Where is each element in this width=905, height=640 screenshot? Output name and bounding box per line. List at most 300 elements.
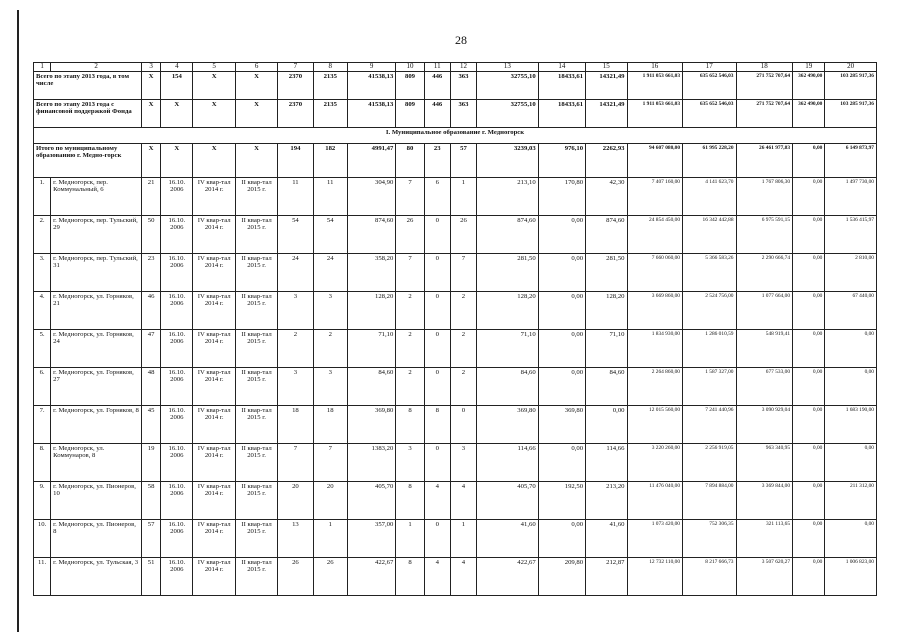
cell-c16: 1 911 053 661,03 xyxy=(627,99,683,127)
relocation-start: IV квар-тал 2014 г. xyxy=(193,329,235,367)
section-title: I. Муниципальное образование г. Медногорск xyxy=(34,127,877,143)
column-number: 5 xyxy=(193,63,235,72)
column-number: 13 xyxy=(477,63,539,72)
relocation-start: IV квар-тал 2014 г. xyxy=(193,291,235,329)
cell-c7: 3 xyxy=(278,291,313,329)
house-address: г. Медногорск, пер. Коммунальный, 6 xyxy=(51,177,142,215)
cell-c16: 24 854 450,00 xyxy=(627,215,683,253)
cell-c16: 1 911 053 661,03 xyxy=(627,71,683,99)
cell-c8: 18 xyxy=(313,405,347,443)
cell-c20: 103 285 917,36 xyxy=(825,71,877,99)
recognition-date: 16.10. 2006 xyxy=(161,329,193,367)
cell-c9: 369,80 xyxy=(347,405,395,443)
cell-c11: 6 xyxy=(424,177,450,215)
cell-c13: 213,10 xyxy=(477,177,539,215)
cell-c10: 809 xyxy=(396,71,424,99)
cell-c15: 14321,49 xyxy=(586,99,627,127)
cell-c12: 1 xyxy=(450,519,476,557)
cell-c3: 50 xyxy=(142,215,161,253)
column-number: 9 xyxy=(347,63,395,72)
cell-c16: 3 220 260,00 xyxy=(627,443,683,481)
cell-c18: 271 752 707,64 xyxy=(736,99,793,127)
cell-c5: X xyxy=(193,143,235,177)
cell-c8: 2135 xyxy=(313,99,347,127)
cell-c11: 0 xyxy=(424,443,450,481)
recognition-date: 16.10. 2006 xyxy=(161,481,193,519)
cell-c8: 11 xyxy=(313,177,347,215)
cell-c10: 2 xyxy=(396,329,424,367)
relocation-start: IV квар-тал 2014 г. xyxy=(193,405,235,443)
cell-c10: 80 xyxy=(396,143,424,177)
cell-c19: 0,00 xyxy=(793,215,825,253)
cell-c3: 47 xyxy=(142,329,161,367)
cell-c19: 0,00 xyxy=(793,143,825,177)
cell-c7: 2 xyxy=(278,329,313,367)
cell-c15: 213,20 xyxy=(586,481,627,519)
row-number: 7. xyxy=(34,405,51,443)
cell-c19: 0,00 xyxy=(793,329,825,367)
cell-c16: 3 669 860,00 xyxy=(627,291,683,329)
cell-c11: 0 xyxy=(424,291,450,329)
house-address: г. Медногорск, ул. Пионеров, 8 xyxy=(51,519,142,557)
table-row xyxy=(34,443,877,481)
cell-c7: 13 xyxy=(278,519,313,557)
cell-c6: X xyxy=(235,143,277,177)
cell-c14: 18433,61 xyxy=(538,71,585,99)
cell-c3: X xyxy=(142,143,161,177)
row-number: 6. xyxy=(34,367,51,405)
cell-c18: 3 507 620,27 xyxy=(736,557,793,595)
cell-c19: 0,00 xyxy=(793,519,825,557)
page-number: 28 xyxy=(455,33,467,47)
cell-c11: 4 xyxy=(424,557,450,595)
column-number: 18 xyxy=(736,63,793,72)
table-row xyxy=(34,215,877,253)
row-number: 1. xyxy=(34,177,51,215)
cell-c11: 0 xyxy=(424,215,450,253)
table-row xyxy=(34,519,877,557)
cell-c18: 26 461 977,83 xyxy=(736,143,793,177)
cell-c12: 7 xyxy=(450,253,476,291)
cell-c6: X xyxy=(235,99,277,127)
cell-c17: 635 652 546,03 xyxy=(683,71,737,99)
cell-c10: 26 xyxy=(396,215,424,253)
cell-c11: 0 xyxy=(424,519,450,557)
cell-c15: 281,50 xyxy=(586,253,627,291)
column-number: 20 xyxy=(825,63,877,72)
cell-c9: 357,00 xyxy=(347,519,395,557)
cell-c14: 0,00 xyxy=(538,215,585,253)
column-number: 17 xyxy=(683,63,737,72)
cell-c14: 0,00 xyxy=(538,291,585,329)
cell-c18: 1 077 664,00 xyxy=(736,291,793,329)
cell-c3: 46 xyxy=(142,291,161,329)
cell-c20: 0,00 xyxy=(825,367,877,405)
recognition-date: 16.10. 2006 xyxy=(161,215,193,253)
municipal-total-label: Итого по муниципальному образованию г. Медно-горск xyxy=(34,143,142,177)
cell-c15: 0,00 xyxy=(586,405,627,443)
cell-c13: 84,60 xyxy=(477,367,539,405)
recognition-date: 16.10. 2006 xyxy=(161,519,193,557)
cell-c14: 976,10 xyxy=(538,143,585,177)
recognition-date: 16.10. 2006 xyxy=(161,367,193,405)
cell-c11: 4 xyxy=(424,481,450,519)
cell-c10: 8 xyxy=(396,481,424,519)
cell-c10: 1 xyxy=(396,519,424,557)
relocation-start: IV квар-тал 2014 г. xyxy=(193,215,235,253)
column-number: 19 xyxy=(793,63,825,72)
cell-c9: 41538,13 xyxy=(347,71,395,99)
cell-c15: 2262,93 xyxy=(586,143,627,177)
cell-c10: 8 xyxy=(396,405,424,443)
cell-c13: 114,66 xyxy=(477,443,539,481)
cell-c12: 1 xyxy=(450,177,476,215)
cell-c14: 0,00 xyxy=(538,519,585,557)
cell-c14: 0,00 xyxy=(538,367,585,405)
cell-c12: 0 xyxy=(450,405,476,443)
cell-c16: 12 732 110,00 xyxy=(627,557,683,595)
row-number: 9. xyxy=(34,481,51,519)
relocation-end: II квар-тал 2015 г. xyxy=(235,329,277,367)
cell-c8: 182 xyxy=(313,143,347,177)
cell-c7: 2370 xyxy=(278,99,313,127)
relocation-end: II квар-тал 2015 г. xyxy=(235,557,277,595)
recognition-date: 16.10. 2006 xyxy=(161,405,193,443)
cell-c12: 363 xyxy=(450,99,476,127)
cell-c8: 24 xyxy=(313,253,347,291)
cell-c9: 358,20 xyxy=(347,253,395,291)
cell-c9: 128,20 xyxy=(347,291,395,329)
cell-c15: 71,10 xyxy=(586,329,627,367)
summary-row xyxy=(34,99,877,127)
cell-c12: 2 xyxy=(450,329,476,367)
cell-c12: 4 xyxy=(450,481,476,519)
row-number: 4. xyxy=(34,291,51,329)
column-number: 10 xyxy=(396,63,424,72)
cell-c9: 422,67 xyxy=(347,557,395,595)
column-number: 6 xyxy=(235,63,277,72)
cell-c15: 114,66 xyxy=(586,443,627,481)
cell-c19: 0,00 xyxy=(793,405,825,443)
cell-c9: 1383,20 xyxy=(347,443,395,481)
cell-c9: 405,70 xyxy=(347,481,395,519)
cell-c16: 94 607 080,00 xyxy=(627,143,683,177)
cell-c3: 58 xyxy=(142,481,161,519)
row-number: 2. xyxy=(34,215,51,253)
cell-c13: 405,70 xyxy=(477,481,539,519)
cell-c16: 2 264 860,00 xyxy=(627,367,683,405)
cell-c15: 874,60 xyxy=(586,215,627,253)
table-row xyxy=(34,329,877,367)
cell-c12: 363 xyxy=(450,71,476,99)
house-address: г. Медногорск, пер. Тульский, 31 xyxy=(51,253,142,291)
cell-c3: X xyxy=(142,99,161,127)
cell-c11: 0 xyxy=(424,329,450,367)
cell-c8: 7 xyxy=(313,443,347,481)
cell-c7: 24 xyxy=(278,253,313,291)
relocation-start: IV квар-тал 2014 г. xyxy=(193,253,235,291)
cell-c8: 2135 xyxy=(313,71,347,99)
cell-c15: 212,87 xyxy=(586,557,627,595)
row-number: 8. xyxy=(34,443,51,481)
cell-c9: 874,60 xyxy=(347,215,395,253)
cell-c16: 1 073 420,00 xyxy=(627,519,683,557)
cell-c15: 42,30 xyxy=(586,177,627,215)
cell-c5: X xyxy=(193,71,235,99)
relocation-end: II квар-тал 2015 г. xyxy=(235,215,277,253)
cell-c9: 84,60 xyxy=(347,367,395,405)
cell-c19: 0,00 xyxy=(793,177,825,215)
cell-c17: 5 366 583,26 xyxy=(683,253,737,291)
cell-c17: 2 524 756,00 xyxy=(683,291,737,329)
cell-c14: 0,00 xyxy=(538,253,585,291)
cell-c18: 6 975 591,15 xyxy=(736,215,793,253)
relocation-end: II квар-тал 2015 г. xyxy=(235,177,277,215)
cell-c14: 18433,61 xyxy=(538,99,585,127)
cell-c9: 41538,13 xyxy=(347,99,395,127)
cell-c19: 0,00 xyxy=(793,481,825,519)
cell-c20: 6 149 873,97 xyxy=(825,143,877,177)
cell-c19: 0,00 xyxy=(793,557,825,595)
summary-label: Всего по этапу 2013 года, в том числе xyxy=(34,71,142,99)
cell-c8: 1 xyxy=(313,519,347,557)
cell-c17: 8 217 666,73 xyxy=(683,557,737,595)
cell-c12: 26 xyxy=(450,215,476,253)
cell-c20: 0,00 xyxy=(825,519,877,557)
cell-c17: 4 141 623,70 xyxy=(683,177,737,215)
cell-c10: 3 xyxy=(396,443,424,481)
cell-c4: 154 xyxy=(161,71,193,99)
cell-c14: 170,80 xyxy=(538,177,585,215)
column-number: 3 xyxy=(142,63,161,72)
cell-c20: 0,00 xyxy=(825,329,877,367)
cell-c16: 11 476 040,00 xyxy=(627,481,683,519)
house-address: г. Медногорск, ул. Горняков, 21 xyxy=(51,291,142,329)
cell-c8: 20 xyxy=(313,481,347,519)
table-row xyxy=(34,253,877,291)
cell-c13: 874,60 xyxy=(477,215,539,253)
cell-c18: 1 767 806,30 xyxy=(736,177,793,215)
cell-c11: 8 xyxy=(424,405,450,443)
cell-c14: 0,00 xyxy=(538,443,585,481)
cell-c19: 0,00 xyxy=(793,291,825,329)
cell-c7: 7 xyxy=(278,443,313,481)
summary-row xyxy=(34,71,877,99)
relocation-start: IV квар-тал 2014 г. xyxy=(193,443,235,481)
cell-c11: 446 xyxy=(424,71,450,99)
cell-c12: 2 xyxy=(450,367,476,405)
recognition-date: 16.10. 2006 xyxy=(161,253,193,291)
cell-c18: 3 369 844,00 xyxy=(736,481,793,519)
cell-c10: 2 xyxy=(396,291,424,329)
cell-c18: 963 340,95 xyxy=(736,443,793,481)
cell-c16: 1 834 930,00 xyxy=(627,329,683,367)
row-number: 10. xyxy=(34,519,51,557)
table-row xyxy=(34,557,877,595)
cell-c18: 271 752 707,64 xyxy=(736,71,793,99)
house-address: г. Медногорск, ул. Горняков, 8 xyxy=(51,405,142,443)
recognition-date: 16.10. 2006 xyxy=(161,557,193,595)
cell-c17: 2 256 919,05 xyxy=(683,443,737,481)
cell-c4: X xyxy=(161,143,193,177)
house-address: г. Медногорск, пер. Тульский, 29 xyxy=(51,215,142,253)
cell-c10: 8 xyxy=(396,557,424,595)
column-number: 14 xyxy=(538,63,585,72)
column-number: 4 xyxy=(161,63,193,72)
column-number: 16 xyxy=(627,63,683,72)
cell-c12: 4 xyxy=(450,557,476,595)
cell-c7: 194 xyxy=(278,143,313,177)
cell-c10: 7 xyxy=(396,253,424,291)
relocation-start: IV квар-тал 2014 г. xyxy=(193,367,235,405)
cell-c18: 3 090 929,04 xyxy=(736,405,793,443)
cell-c18: 2 290 666,74 xyxy=(736,253,793,291)
house-address: г. Медногорск, ул. Горняков, 27 xyxy=(51,367,142,405)
cell-c20: 67 440,00 xyxy=(825,291,877,329)
cell-c17: 61 995 228,20 xyxy=(683,143,737,177)
cell-c19: 362 490,00 xyxy=(793,71,825,99)
relocation-end: II квар-тал 2015 г. xyxy=(235,405,277,443)
cell-c15: 41,60 xyxy=(586,519,627,557)
table-row xyxy=(34,177,877,215)
column-number: 12 xyxy=(450,63,476,72)
recognition-date: 16.10. 2006 xyxy=(161,443,193,481)
cell-c7: 18 xyxy=(278,405,313,443)
cell-c8: 3 xyxy=(313,367,347,405)
cell-c13: 32755,10 xyxy=(477,99,539,127)
row-number: 3. xyxy=(34,253,51,291)
cell-c13: 3239,03 xyxy=(477,143,539,177)
table-body xyxy=(34,63,877,596)
column-number-row xyxy=(34,63,877,72)
cell-c19: 362 490,00 xyxy=(793,99,825,127)
cell-c8: 2 xyxy=(313,329,347,367)
cell-c5: X xyxy=(193,99,235,127)
table-row xyxy=(34,291,877,329)
cell-c13: 369,80 xyxy=(477,405,539,443)
cell-c10: 809 xyxy=(396,99,424,127)
cell-c9: 4991,47 xyxy=(347,143,395,177)
cell-c20: 0,00 xyxy=(825,443,877,481)
cell-c16: 7 407 160,00 xyxy=(627,177,683,215)
cell-c20: 1 006 823,00 xyxy=(825,557,877,595)
cell-c8: 26 xyxy=(313,557,347,595)
cell-c20: 1 497 730,00 xyxy=(825,177,877,215)
recognition-date: 16.10. 2006 xyxy=(161,291,193,329)
cell-c13: 281,50 xyxy=(477,253,539,291)
cell-c14: 369,80 xyxy=(538,405,585,443)
column-number: 1 xyxy=(34,63,51,72)
cell-c20: 1 536 415,97 xyxy=(825,215,877,253)
cell-c15: 84,60 xyxy=(586,367,627,405)
cell-c3: 19 xyxy=(142,443,161,481)
cell-c11: 23 xyxy=(424,143,450,177)
cell-c3: 48 xyxy=(142,367,161,405)
cell-c15: 14321,49 xyxy=(586,71,627,99)
cell-c20: 2 810,00 xyxy=(825,253,877,291)
cell-c20: 103 285 917,36 xyxy=(825,99,877,127)
cell-c3: 57 xyxy=(142,519,161,557)
left-margin-rule xyxy=(17,10,19,632)
register-table xyxy=(33,62,877,596)
cell-c17: 7 241 440,96 xyxy=(683,405,737,443)
cell-c19: 0,00 xyxy=(793,253,825,291)
column-number: 11 xyxy=(424,63,450,72)
table-row xyxy=(34,481,877,519)
relocation-end: II квар-тал 2015 г. xyxy=(235,253,277,291)
cell-c7: 2370 xyxy=(278,71,313,99)
relocation-end: II квар-тал 2015 г. xyxy=(235,367,277,405)
cell-c13: 41,60 xyxy=(477,519,539,557)
cell-c9: 304,90 xyxy=(347,177,395,215)
cell-c18: 677 533,00 xyxy=(736,367,793,405)
cell-c18: 321 113,65 xyxy=(736,519,793,557)
cell-c19: 0,00 xyxy=(793,367,825,405)
relocation-end: II квар-тал 2015 г. xyxy=(235,291,277,329)
cell-c13: 128,20 xyxy=(477,291,539,329)
cell-c19: 0,00 xyxy=(793,443,825,481)
row-number: 11. xyxy=(34,557,51,595)
relocation-start: IV квар-тал 2014 г. xyxy=(193,519,235,557)
cell-c17: 1 587 327,00 xyxy=(683,367,737,405)
cell-c17: 7 894 884,00 xyxy=(683,481,737,519)
cell-c20: 1 683 190,00 xyxy=(825,405,877,443)
column-number: 2 xyxy=(51,63,142,72)
municipal-total-row xyxy=(34,143,877,177)
cell-c8: 54 xyxy=(313,215,347,253)
summary-label: Всего по этапу 2013 года с финансовой поддержкой Фонда xyxy=(34,99,142,127)
cell-c3: 45 xyxy=(142,405,161,443)
house-address: г. Медногорск, ул. Горняков, 24 xyxy=(51,329,142,367)
cell-c13: 71,10 xyxy=(477,329,539,367)
cell-c7: 20 xyxy=(278,481,313,519)
relocation-end: II квар-тал 2015 г. xyxy=(235,481,277,519)
cell-c11: 0 xyxy=(424,253,450,291)
cell-c7: 3 xyxy=(278,367,313,405)
cell-c11: 446 xyxy=(424,99,450,127)
cell-c6: X xyxy=(235,71,277,99)
cell-c12: 57 xyxy=(450,143,476,177)
column-number: 15 xyxy=(586,63,627,72)
cell-c14: 192,50 xyxy=(538,481,585,519)
cell-c7: 11 xyxy=(278,177,313,215)
cell-c17: 635 652 546,03 xyxy=(683,99,737,127)
relocation-start: IV квар-тал 2014 г. xyxy=(193,177,235,215)
cell-c9: 71,10 xyxy=(347,329,395,367)
cell-c4: X xyxy=(161,99,193,127)
row-number: 5. xyxy=(34,329,51,367)
cell-c14: 209,80 xyxy=(538,557,585,595)
relocation-start: IV квар-тал 2014 г. xyxy=(193,557,235,595)
cell-c10: 2 xyxy=(396,367,424,405)
cell-c13: 422,67 xyxy=(477,557,539,595)
relocation-end: II квар-тал 2015 г. xyxy=(235,519,277,557)
cell-c3: 21 xyxy=(142,177,161,215)
cell-c3: 23 xyxy=(142,253,161,291)
relocation-start: IV квар-тал 2014 г. xyxy=(193,481,235,519)
cell-c3: X xyxy=(142,71,161,99)
column-number: 7 xyxy=(278,63,313,72)
section-row xyxy=(34,127,877,143)
cell-c11: 0 xyxy=(424,367,450,405)
cell-c13: 32755,10 xyxy=(477,71,539,99)
cell-c16: 12 015 560,00 xyxy=(627,405,683,443)
table-row xyxy=(34,405,877,443)
table-row xyxy=(34,367,877,405)
house-address: г. Медногорск, ул. Коммунаров, 8 xyxy=(51,443,142,481)
cell-c18: 548 919,41 xyxy=(736,329,793,367)
house-address: г. Медногорск, ул. Пионеров, 10 xyxy=(51,481,142,519)
